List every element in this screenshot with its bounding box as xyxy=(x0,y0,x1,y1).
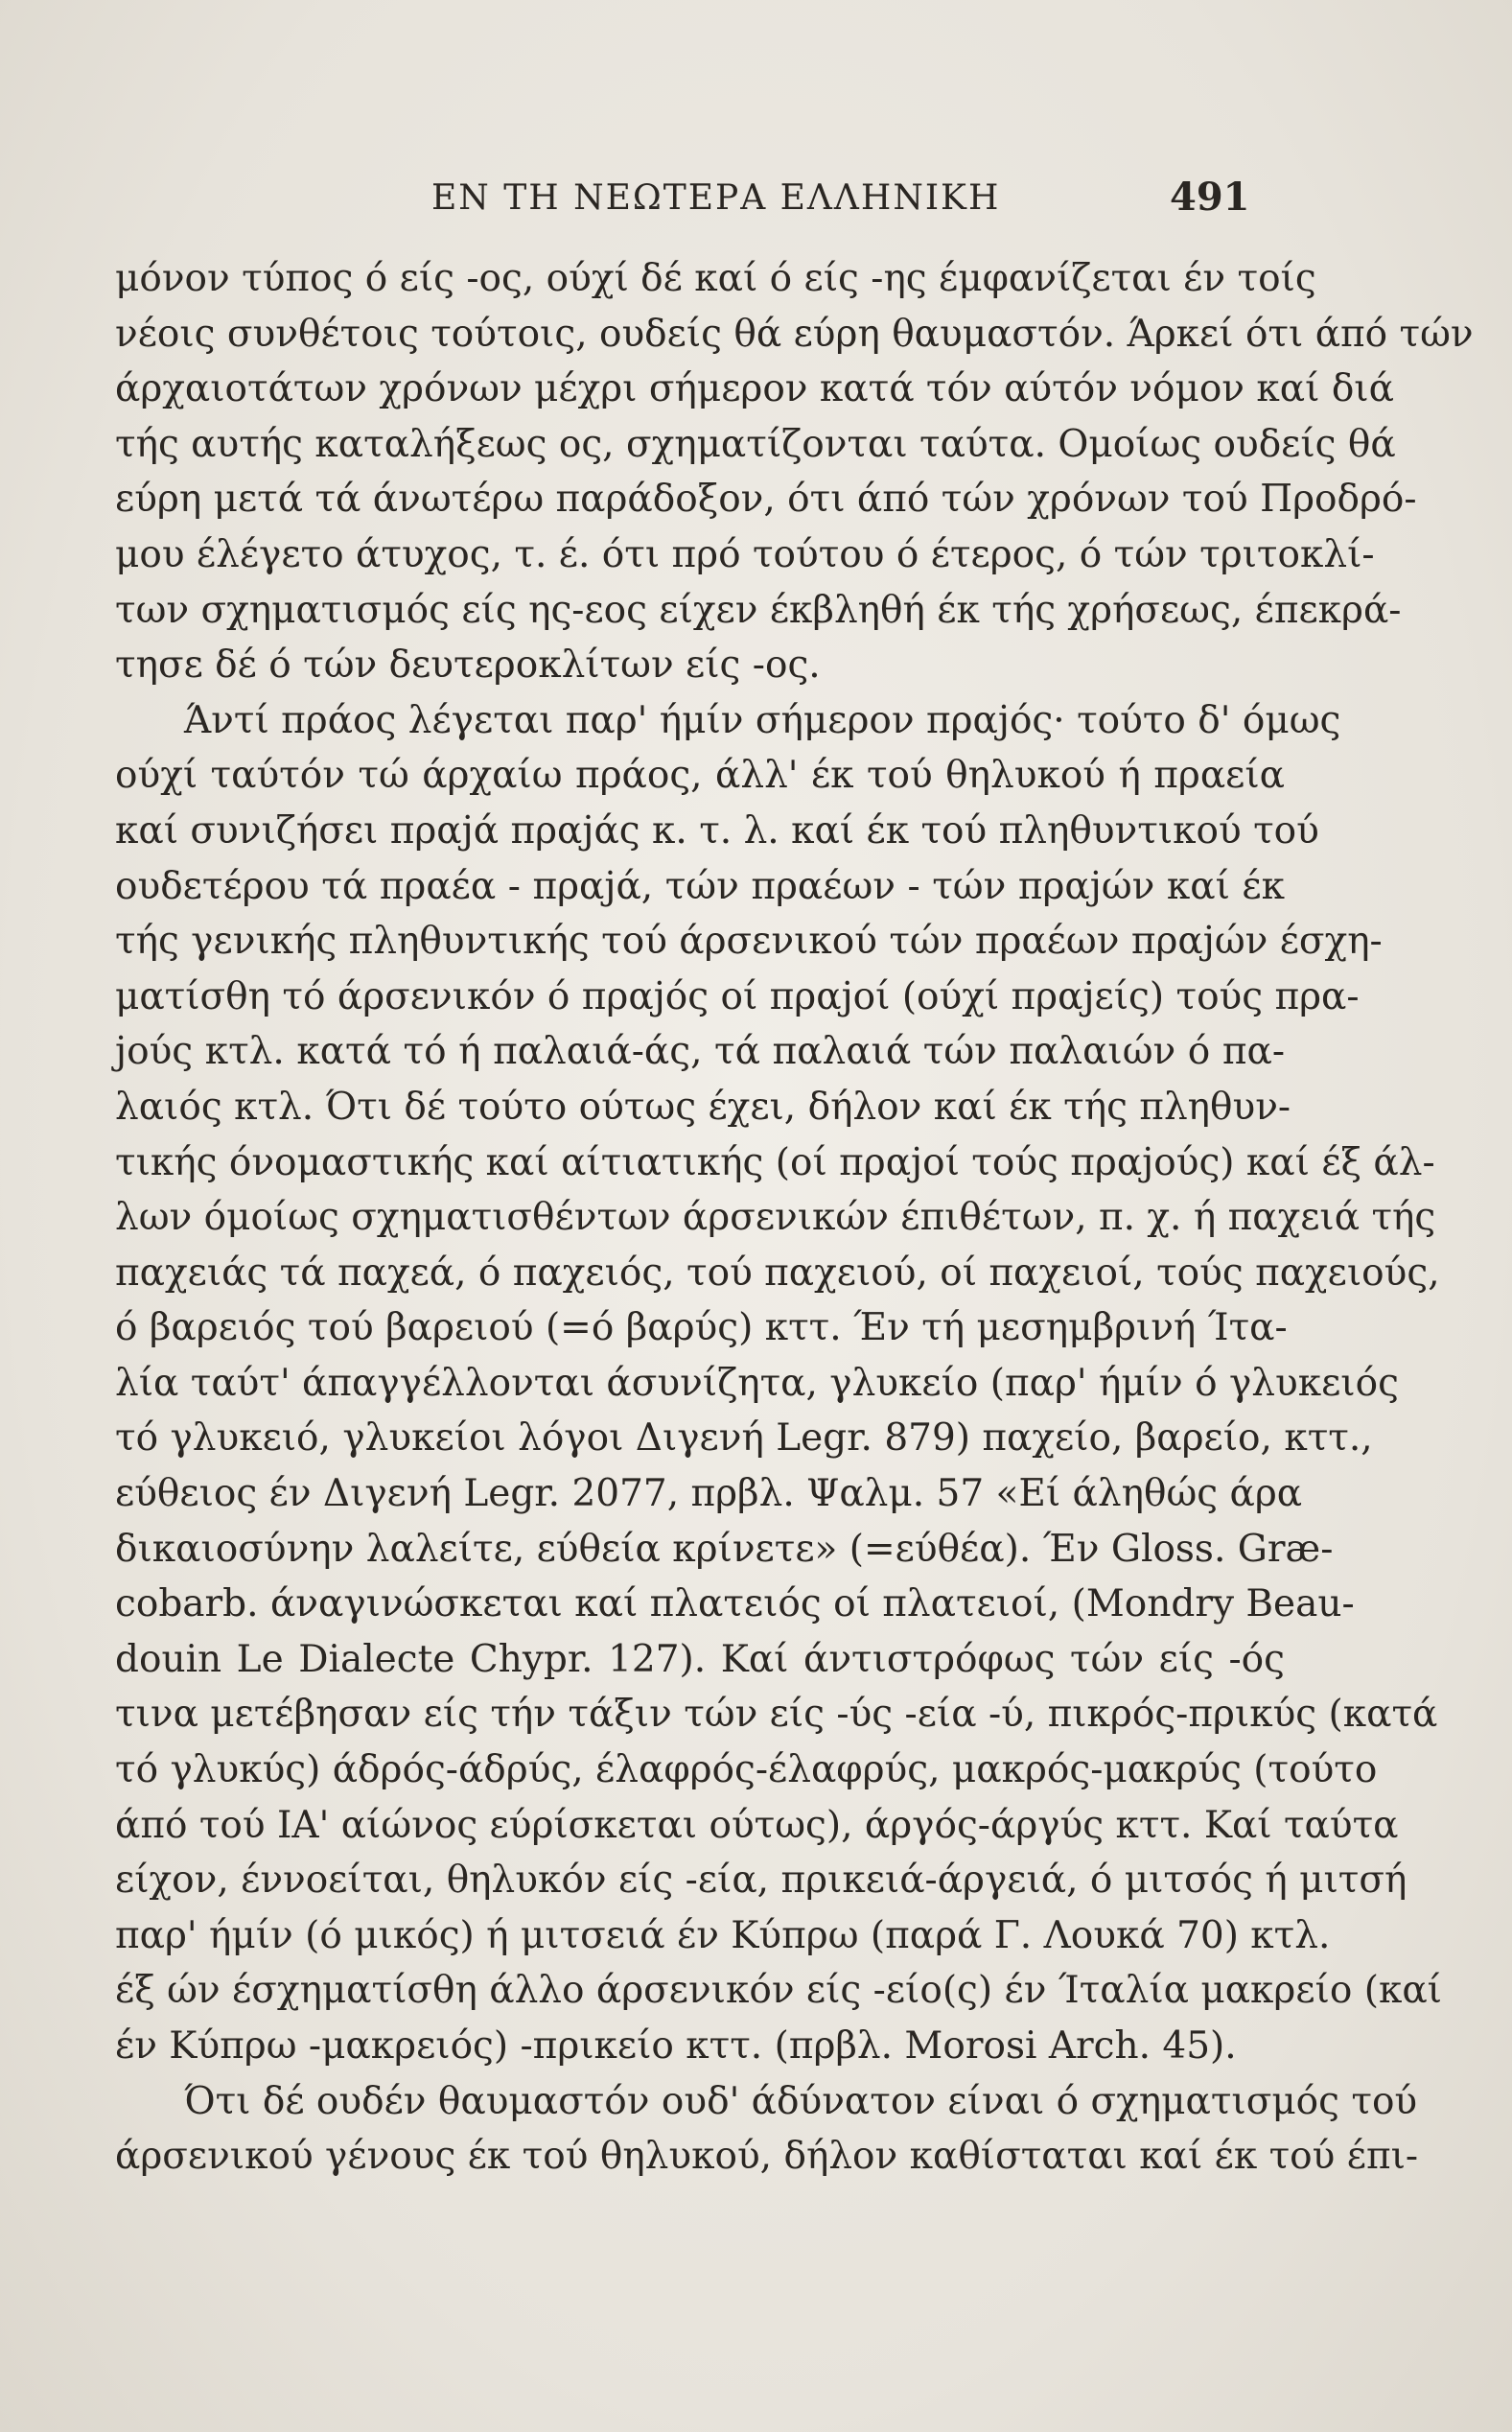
text-line: εύρη μετά τά άνωτέρω παράδοξον, ότι άπό τών χρόνων τού Προδρό- xyxy=(115,478,1417,522)
text-line: cobarb. άναγινώσκεται καί πλατειός οί πλατειοί, (Mondry Beau- xyxy=(115,1582,1355,1626)
paragraph-start-line: Ότι δέ ουδέν θαυμαστόν ουδ' άδύνατον είναι ό σχηματισμός τού xyxy=(184,2079,1418,2123)
text-line: άρσενικού γένους έκ τού θηλυκού, δήλον καθίσταται καί έκ τού έπι- xyxy=(115,2135,1419,2179)
text-line: έν Κύπρω -μακρειός) -πρικείο κττ. (πρβλ. Morosi Arch. 45). xyxy=(115,2024,1237,2068)
text-line: λων όμοίως σχηματισθέντων άρσενικών έπιθέτων, π. χ. ή παχειά τής xyxy=(115,1196,1436,1240)
text-line: άρχαιοτάτων χρόνων μέχρι σήμερον κατά τόν αύτόν νόμον καί διά xyxy=(115,367,1394,411)
text-line: παρ' ήμίν (ό μικός) ή μιτσειά έν Κύπρω (παρά Γ. Λουκά 70) κτλ. xyxy=(115,1913,1331,1957)
text-line: ματίσθη τό άρσενικόν ό πραjός οί πραjοί (ούχί πραjείς) τούς πρα- xyxy=(115,974,1360,1018)
text-line: ό βαρειός τού βαρειού (=ό βαρύς) κττ. Έν τή μεσημβρινή Ίτα- xyxy=(115,1306,1288,1350)
text-line: εύθειος έν Διγενή Legr. 2077, πρβλ. Ψαλμ. 57 «Εί άληθώς άρα xyxy=(115,1472,1303,1516)
paragraph-start-line: Άντί πράος λέγεται παρ' ήμίν σήμερον πραjός· τούτο δ' όμως xyxy=(184,698,1341,742)
text-line: τινα μετέβησαν είς τήν τάξιν τών είς -ύς -εία -ύ, πικρός-πρικύς (κατά xyxy=(115,1693,1438,1737)
text-line: των σχηματισμός είς ης-εος είχεν έκβληθή έκ τής χρήσεως, έπεκρά- xyxy=(115,588,1402,632)
text-line: jούς κτλ. κατά τό ή παλαιά-άς, τά παλαιά τών παλαιών ό πα- xyxy=(115,1030,1285,1074)
text-line: παχειάς τά παχεά, ό παχειός, τού παχειού, οί παχειοί, τούς παχειούς, xyxy=(115,1251,1440,1295)
text-line: τής αυτής καταλήξεως ος, σχηματίζονται ταύτα. Ομοίως ουδείς θά xyxy=(115,422,1396,466)
text-line: λία ταύτ' άπαγγέλλονται άσυνίζητα, γλυκείο (παρ' ήμίν ό γλυκειός xyxy=(115,1361,1399,1405)
body-text xyxy=(115,251,1474,2185)
text-line: λαιός κτλ. Ότι δέ τούτο ούτως έχει, δήλον καί έκ τής πληθυν- xyxy=(115,1085,1291,1129)
text-line: ούχί ταύτόν τώ άρχαίω πράος, άλλ' έκ τού θηλυκού ή πραεία xyxy=(115,754,1285,798)
text-line: τό γλυκύς) άδρός-άδρύς, έλαφρός-έλαφρύς, μακρός-μακρύς (τούτο xyxy=(115,1748,1378,1792)
text-line: άπό τού ΙΑ' αίώνος εύρίσκεται ούτως), άργός-άργύς κττ. Καί ταύτα xyxy=(115,1803,1399,1847)
text-line: νέοις συνθέτοις τούτοις, ουδείς θά εύρη θαυμαστόν. Άρκεί ότι άπό τών xyxy=(115,312,1474,356)
text-line: τό γλυκειό, γλυκείοι λόγοι Διγενή Legr. 879) παχείο, βαρείο, κττ., xyxy=(115,1416,1373,1461)
text-line: δικαιοσύνην λαλείτε, εύθεία κρίνετε» (=εύθέα). Έν Gloss. Græ- xyxy=(115,1527,1334,1571)
text-line: καί συνιζήσει πραjά πραjάς κ. τ. λ. καί έκ τού πληθυντικού τού xyxy=(115,808,1319,853)
page-header xyxy=(115,175,1266,236)
text-line: μόνον τύπος ό είς -ος, ούχί δέ καί ό είς -ης έμφανίζεται έν τοίς xyxy=(115,257,1316,300)
page-number: 491 xyxy=(1170,175,1250,220)
text-line: τησε δέ ό τών δευτεροκλίτων είς -ος. xyxy=(115,643,821,688)
text-line: έξ ών έσχηματίσθη άλλο άρσενικόν είς -είο(ς) έν Ίταλία μακρείο (καί xyxy=(115,1969,1442,2013)
text-line: τικής όνομαστικής καί αίτιατικής (οί πραjοί τούς πραjούς) καί έξ άλ- xyxy=(115,1140,1435,1184)
text-line: douin Le Dialecte Chypr. 127). Καί άντιστρόφως τών είς -ός xyxy=(115,1637,1285,1681)
text-line: είχον, έννοείται, θηλυκόν είς -εία, πρικειά-άργειά, ό μιτσός ή μιτσή xyxy=(115,1859,1407,1903)
text-line: ουδετέρου τά πραέα - πραjά, τών πραέων - τών πραjών καί έκ xyxy=(115,864,1285,908)
running-title: ΕΝ ΤΗ ΝΕΩΤΕΡΑ ΕΛΛΗΝΙΚΗ xyxy=(431,178,1001,218)
text-line: μου έλέγετο άτυχος, τ. έ. ότι πρό τούτου ό έτερος, ό τών τριτοκλί- xyxy=(115,532,1375,576)
text-line: τής γενικής πληθυντικής τού άρσενικού τών πραέων πραjών έσχη- xyxy=(115,920,1383,964)
